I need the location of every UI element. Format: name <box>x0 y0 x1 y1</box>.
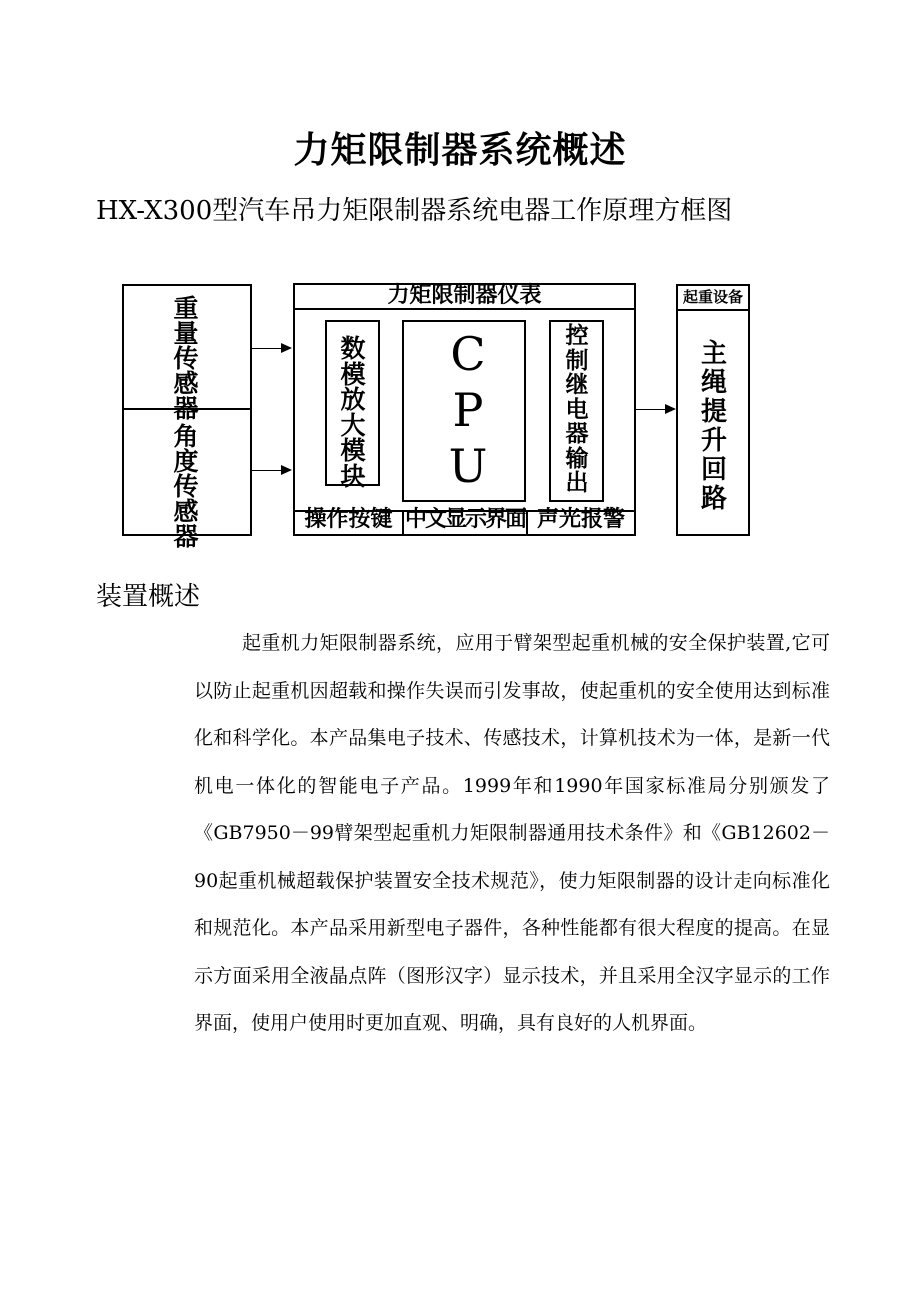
weight-arrow-head <box>281 343 292 353</box>
angle-arrow-head <box>281 465 292 475</box>
main-hoist-label: 主绳提升回路 <box>700 339 727 514</box>
weight-arrow-line <box>252 348 282 349</box>
weight-sensor-label: 重量传感器 <box>173 294 199 423</box>
alarm-label: 声光报警 <box>536 507 625 532</box>
angle-arrow-line <box>252 470 282 471</box>
angle-sensor-label: 角度传感器 <box>173 422 199 551</box>
section-heading: 装置概述 <box>96 582 201 612</box>
lifting-equipment-title: 起重设备 <box>682 288 743 306</box>
lifting-equipment-divider <box>676 309 750 311</box>
output-arrow-head <box>665 404 676 414</box>
output-arrow-line <box>636 409 666 410</box>
page-title: 力矩限制器系统概述 <box>293 130 627 171</box>
instrument-title: 力矩限制器仪表 <box>387 283 542 308</box>
cn-display-label: 中文显示界面 <box>404 507 525 532</box>
adc-module-label: 数模放大模块 <box>340 334 366 491</box>
relay-output-label: 控制继电器输出 <box>565 323 589 496</box>
diagram-caption: HX-X300型汽车吊力矩限制器系统电器工作原理方框图 <box>96 196 733 226</box>
cpu-label: CPU <box>448 327 488 493</box>
overview-paragraph: 起重机力矩限制器系统，应用于臂架型起重机械的安全保护装置,它可以防止起重机因超载和操作失误而引发事故，使起重机的安全使用达到标准化和科学化。本产品集电子技术、传感技术，计算机技术为一体，是新一代机电一体化的智能电子产品。1999年和1990年国家标准局分别颁发了《GB7950－99臂架型起重机力矩限制器通用技术条件》和《GB12602－90起重机械超载保护装置安全技术规范》，使力矩限制器的设计走向标准化和规范化。本产品采用新型电子器件，各种性能都有很大程度的提高。在显示方面采用全液晶点阵（图形汉字）显示技术，并且采用全汉字显示的工作界面，使用户使用时更加直观、明确，具有良好的人机界面。 <box>194 632 830 1034</box>
op-buttons-label: 操作按键 <box>304 507 393 532</box>
